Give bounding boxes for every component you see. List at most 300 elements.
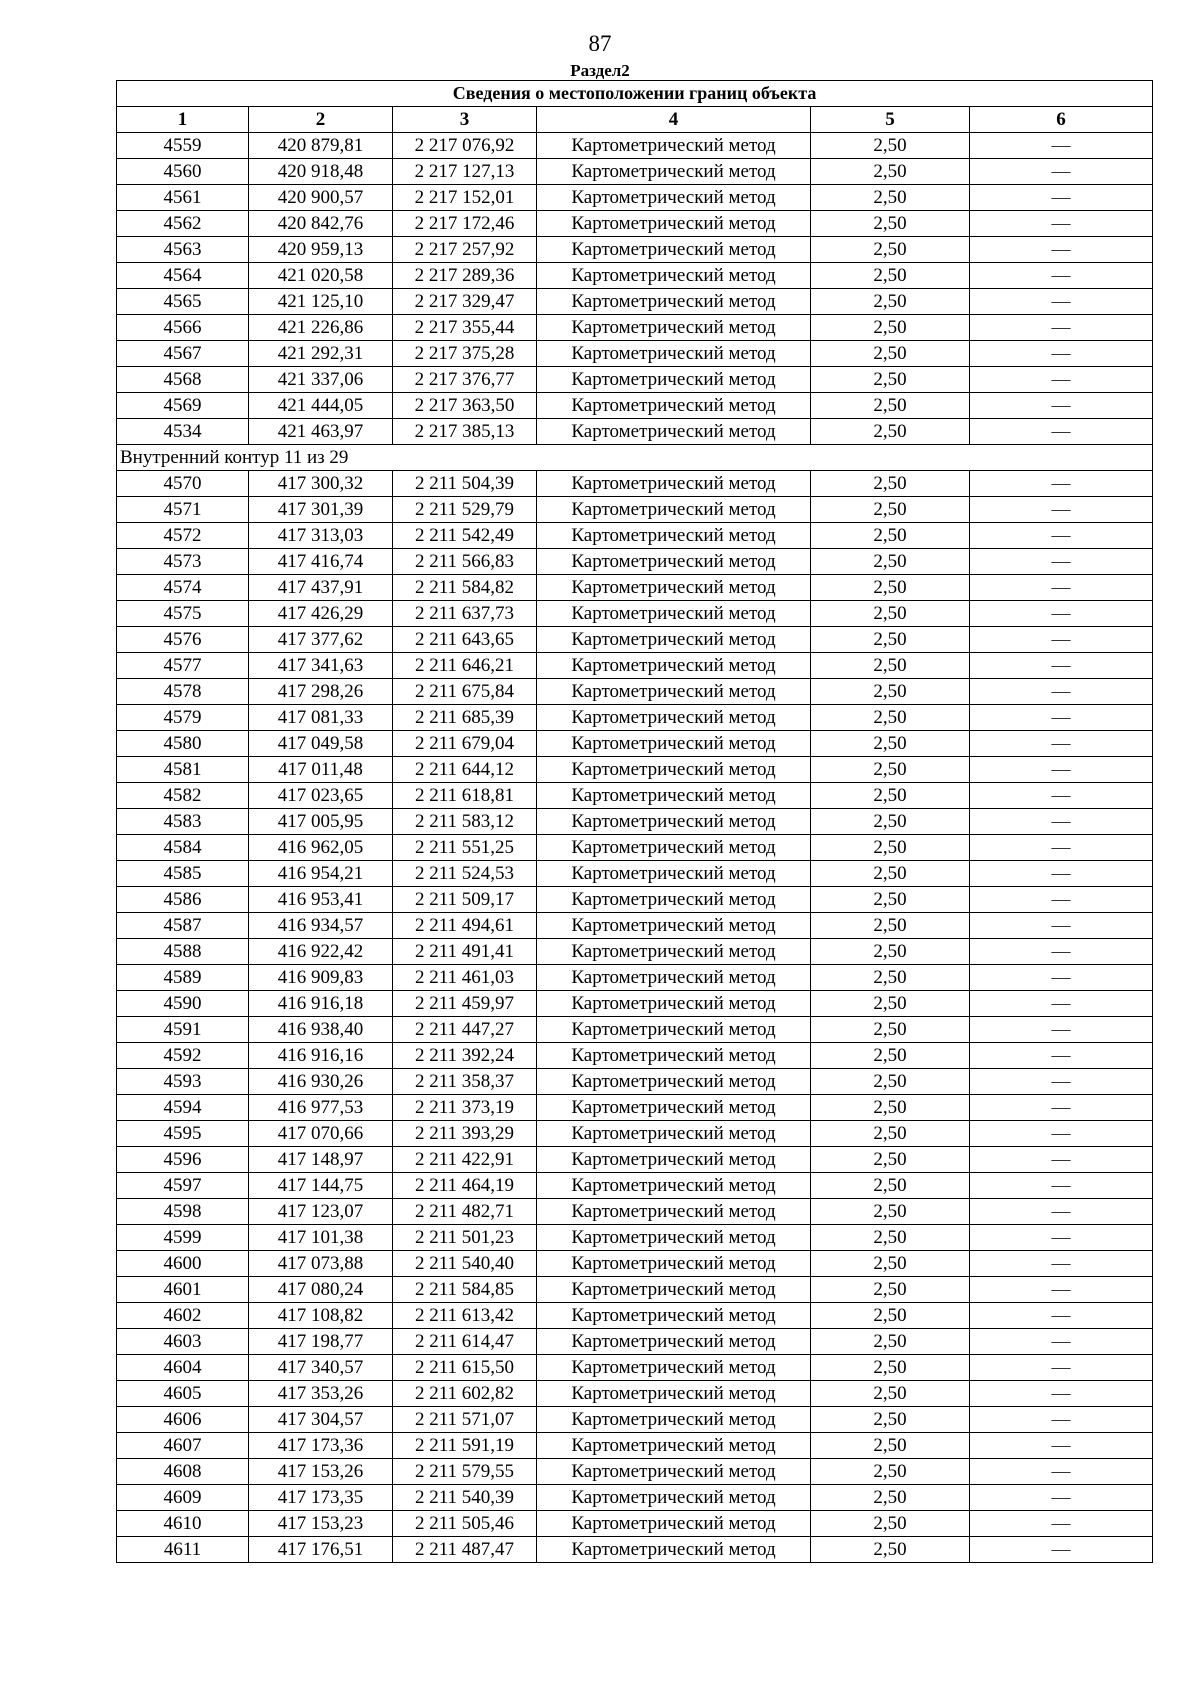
description-cell: — bbox=[970, 783, 1153, 809]
point-number-cell: 4603 bbox=[117, 1329, 249, 1355]
y-coordinate-cell: 2 211 637,73 bbox=[393, 601, 537, 627]
description-cell: — bbox=[970, 939, 1153, 965]
y-coordinate-cell: 2 217 376,77 bbox=[393, 367, 537, 393]
accuracy-cell: 2,50 bbox=[811, 939, 970, 965]
point-number-cell: 4587 bbox=[117, 913, 249, 939]
accuracy-cell: 2,50 bbox=[811, 159, 970, 185]
accuracy-cell: 2,50 bbox=[811, 1407, 970, 1433]
x-coordinate-cell: 417 353,26 bbox=[249, 1381, 393, 1407]
x-coordinate-cell: 417 173,36 bbox=[249, 1433, 393, 1459]
accuracy-cell: 2,50 bbox=[811, 1199, 970, 1225]
x-coordinate-cell: 416 916,16 bbox=[249, 1043, 393, 1069]
table-row bbox=[117, 653, 1153, 679]
column-header-3: 3 bbox=[393, 107, 537, 133]
table-row bbox=[117, 1121, 1153, 1147]
description-cell: — bbox=[970, 1017, 1153, 1043]
description-cell: — bbox=[970, 549, 1153, 575]
table-row bbox=[117, 471, 1153, 497]
table-row bbox=[117, 211, 1153, 237]
accuracy-cell: 2,50 bbox=[811, 1355, 970, 1381]
method-cell: Картометрический метод bbox=[537, 523, 811, 549]
table-row bbox=[117, 1251, 1153, 1277]
x-coordinate-cell: 417 108,82 bbox=[249, 1303, 393, 1329]
x-coordinate-cell: 417 153,26 bbox=[249, 1459, 393, 1485]
accuracy-cell: 2,50 bbox=[811, 783, 970, 809]
description-cell: — bbox=[970, 393, 1153, 419]
method-cell: Картометрический метод bbox=[537, 627, 811, 653]
point-number-cell: 4559 bbox=[117, 133, 249, 159]
x-coordinate-cell: 417 304,57 bbox=[249, 1407, 393, 1433]
table-row bbox=[117, 809, 1153, 835]
y-coordinate-cell: 2 211 613,42 bbox=[393, 1303, 537, 1329]
table-row bbox=[117, 887, 1153, 913]
y-coordinate-cell: 2 211 393,29 bbox=[393, 1121, 537, 1147]
x-coordinate-cell: 417 437,91 bbox=[249, 575, 393, 601]
y-coordinate-cell: 2 217 152,01 bbox=[393, 185, 537, 211]
table-row bbox=[117, 367, 1153, 393]
y-coordinate-cell: 2 217 363,50 bbox=[393, 393, 537, 419]
table-row bbox=[117, 289, 1153, 315]
point-number-cell: 4611 bbox=[117, 1537, 249, 1563]
accuracy-cell: 2,50 bbox=[811, 705, 970, 731]
y-coordinate-cell: 2 211 685,39 bbox=[393, 705, 537, 731]
table-row bbox=[117, 1381, 1153, 1407]
x-coordinate-cell: 417 341,63 bbox=[249, 653, 393, 679]
y-coordinate-cell: 2 211 540,39 bbox=[393, 1485, 537, 1511]
description-cell: — bbox=[970, 601, 1153, 627]
accuracy-cell: 2,50 bbox=[811, 575, 970, 601]
x-coordinate-cell: 417 426,29 bbox=[249, 601, 393, 627]
accuracy-cell: 2,50 bbox=[811, 1225, 970, 1251]
accuracy-cell: 2,50 bbox=[811, 393, 970, 419]
table-row bbox=[117, 835, 1153, 861]
description-cell: — bbox=[970, 471, 1153, 497]
accuracy-cell: 2,50 bbox=[811, 1459, 970, 1485]
method-cell: Картометрический метод bbox=[537, 653, 811, 679]
point-number-cell: 4581 bbox=[117, 757, 249, 783]
accuracy-cell: 2,50 bbox=[811, 679, 970, 705]
x-coordinate-cell: 417 301,39 bbox=[249, 497, 393, 523]
point-number-cell: 4580 bbox=[117, 731, 249, 757]
table-row bbox=[117, 1277, 1153, 1303]
method-cell: Картометрический метод bbox=[537, 1251, 811, 1277]
description-cell: — bbox=[970, 809, 1153, 835]
accuracy-cell: 2,50 bbox=[811, 315, 970, 341]
x-coordinate-cell: 421 292,31 bbox=[249, 341, 393, 367]
description-cell: — bbox=[970, 497, 1153, 523]
description-cell: — bbox=[970, 627, 1153, 653]
point-number-cell: 4609 bbox=[117, 1485, 249, 1511]
description-cell: — bbox=[970, 367, 1153, 393]
description-cell: — bbox=[970, 1329, 1153, 1355]
point-number-cell: 4589 bbox=[117, 965, 249, 991]
accuracy-cell: 2,50 bbox=[811, 731, 970, 757]
x-coordinate-cell: 416 916,18 bbox=[249, 991, 393, 1017]
description-cell: — bbox=[970, 679, 1153, 705]
y-coordinate-cell: 2 211 583,12 bbox=[393, 809, 537, 835]
y-coordinate-cell: 2 211 464,19 bbox=[393, 1173, 537, 1199]
y-coordinate-cell: 2 211 494,61 bbox=[393, 913, 537, 939]
x-coordinate-cell: 417 176,51 bbox=[249, 1537, 393, 1563]
point-number-cell: 4572 bbox=[117, 523, 249, 549]
method-cell: Картометрический метод bbox=[537, 289, 811, 315]
description-cell: — bbox=[970, 575, 1153, 601]
x-coordinate-cell: 420 918,48 bbox=[249, 159, 393, 185]
contour-label: Внутренний контур 11 из 29 bbox=[117, 445, 1153, 471]
accuracy-cell: 2,50 bbox=[811, 1017, 970, 1043]
column-header-2: 2 bbox=[249, 107, 393, 133]
method-cell: Картометрический метод bbox=[537, 861, 811, 887]
accuracy-cell: 2,50 bbox=[811, 1303, 970, 1329]
table-row bbox=[117, 1199, 1153, 1225]
method-cell: Картометрический метод bbox=[537, 731, 811, 757]
y-coordinate-cell: 2 211 675,84 bbox=[393, 679, 537, 705]
accuracy-cell: 2,50 bbox=[811, 549, 970, 575]
y-coordinate-cell: 2 211 646,21 bbox=[393, 653, 537, 679]
method-cell: Картометрический метод bbox=[537, 471, 811, 497]
description-cell: — bbox=[970, 1485, 1153, 1511]
y-coordinate-cell: 2 211 643,65 bbox=[393, 627, 537, 653]
method-cell: Картометрический метод bbox=[537, 211, 811, 237]
table-row bbox=[117, 1407, 1153, 1433]
table-row bbox=[117, 965, 1153, 991]
point-number-cell: 4585 bbox=[117, 861, 249, 887]
x-coordinate-cell: 417 011,48 bbox=[249, 757, 393, 783]
description-cell: — bbox=[970, 341, 1153, 367]
accuracy-cell: 2,50 bbox=[811, 1277, 970, 1303]
x-coordinate-cell: 421 125,10 bbox=[249, 289, 393, 315]
accuracy-cell: 2,50 bbox=[811, 471, 970, 497]
accuracy-cell: 2,50 bbox=[811, 263, 970, 289]
point-number-cell: 4586 bbox=[117, 887, 249, 913]
accuracy-cell: 2,50 bbox=[811, 1381, 970, 1407]
y-coordinate-cell: 2 217 172,46 bbox=[393, 211, 537, 237]
method-cell: Картометрический метод bbox=[537, 1329, 811, 1355]
accuracy-cell: 2,50 bbox=[811, 185, 970, 211]
point-number-cell: 4610 bbox=[117, 1511, 249, 1537]
point-number-cell: 4582 bbox=[117, 783, 249, 809]
point-number-cell: 4594 bbox=[117, 1095, 249, 1121]
method-cell: Картометрический метод bbox=[537, 1355, 811, 1381]
y-coordinate-cell: 2 211 644,12 bbox=[393, 757, 537, 783]
method-cell: Картометрический метод bbox=[537, 887, 811, 913]
y-coordinate-cell: 2 211 482,71 bbox=[393, 1199, 537, 1225]
table-row bbox=[117, 1433, 1153, 1459]
x-coordinate-cell: 417 340,57 bbox=[249, 1355, 393, 1381]
table-row bbox=[117, 1095, 1153, 1121]
point-number-cell: 4595 bbox=[117, 1121, 249, 1147]
point-number-cell: 4592 bbox=[117, 1043, 249, 1069]
point-number-cell: 4596 bbox=[117, 1147, 249, 1173]
x-coordinate-cell: 417 313,03 bbox=[249, 523, 393, 549]
accuracy-cell: 2,50 bbox=[811, 341, 970, 367]
y-coordinate-cell: 2 211 591,19 bbox=[393, 1433, 537, 1459]
table-row bbox=[117, 159, 1153, 185]
method-cell: Картометрический метод bbox=[537, 315, 811, 341]
table-row bbox=[117, 523, 1153, 549]
point-number-cell: 4579 bbox=[117, 705, 249, 731]
y-coordinate-cell: 2 211 509,17 bbox=[393, 887, 537, 913]
accuracy-cell: 2,50 bbox=[811, 523, 970, 549]
point-number-cell: 4574 bbox=[117, 575, 249, 601]
y-coordinate-cell: 2 211 566,83 bbox=[393, 549, 537, 575]
method-cell: Картометрический метод bbox=[537, 809, 811, 835]
x-coordinate-cell: 416 977,53 bbox=[249, 1095, 393, 1121]
boundary-coordinates-table bbox=[116, 80, 1153, 1563]
point-number-cell: 4560 bbox=[117, 159, 249, 185]
point-number-cell: 4563 bbox=[117, 237, 249, 263]
x-coordinate-cell: 421 444,05 bbox=[249, 393, 393, 419]
y-coordinate-cell: 2 211 392,24 bbox=[393, 1043, 537, 1069]
x-coordinate-cell: 417 198,77 bbox=[249, 1329, 393, 1355]
x-coordinate-cell: 417 123,07 bbox=[249, 1199, 393, 1225]
point-number-cell: 4584 bbox=[117, 835, 249, 861]
x-coordinate-cell: 417 023,65 bbox=[249, 783, 393, 809]
x-coordinate-cell: 421 226,86 bbox=[249, 315, 393, 341]
accuracy-cell: 2,50 bbox=[811, 133, 970, 159]
description-cell: — bbox=[970, 1537, 1153, 1563]
table-row bbox=[117, 497, 1153, 523]
description-cell: — bbox=[970, 1069, 1153, 1095]
point-number-cell: 4588 bbox=[117, 939, 249, 965]
accuracy-cell: 2,50 bbox=[811, 965, 970, 991]
x-coordinate-cell: 416 934,57 bbox=[249, 913, 393, 939]
table-row bbox=[117, 1303, 1153, 1329]
y-coordinate-cell: 2 211 524,53 bbox=[393, 861, 537, 887]
y-coordinate-cell: 2 211 542,49 bbox=[393, 523, 537, 549]
description-cell: — bbox=[970, 1277, 1153, 1303]
y-coordinate-cell: 2 217 076,92 bbox=[393, 133, 537, 159]
method-cell: Картометрический метод bbox=[537, 185, 811, 211]
y-coordinate-cell: 2 211 447,27 bbox=[393, 1017, 537, 1043]
y-coordinate-cell: 2 211 487,47 bbox=[393, 1537, 537, 1563]
y-coordinate-cell: 2 217 257,92 bbox=[393, 237, 537, 263]
table-row bbox=[117, 913, 1153, 939]
method-cell: Картометрический метод bbox=[537, 263, 811, 289]
point-number-cell: 4568 bbox=[117, 367, 249, 393]
column-header-5: 5 bbox=[811, 107, 970, 133]
description-cell: — bbox=[970, 1381, 1153, 1407]
table-row bbox=[117, 679, 1153, 705]
point-number-cell: 4561 bbox=[117, 185, 249, 211]
accuracy-cell: 2,50 bbox=[811, 653, 970, 679]
accuracy-cell: 2,50 bbox=[811, 419, 970, 445]
method-cell: Картометрический метод bbox=[537, 1043, 811, 1069]
description-cell: — bbox=[970, 237, 1153, 263]
point-number-cell: 4573 bbox=[117, 549, 249, 575]
method-cell: Картометрический метод bbox=[537, 679, 811, 705]
x-coordinate-cell: 416 953,41 bbox=[249, 887, 393, 913]
accuracy-cell: 2,50 bbox=[811, 887, 970, 913]
point-number-cell: 4564 bbox=[117, 263, 249, 289]
method-cell: Картометрический метод bbox=[537, 237, 811, 263]
description-cell: — bbox=[970, 1433, 1153, 1459]
y-coordinate-cell: 2 211 579,55 bbox=[393, 1459, 537, 1485]
description-cell: — bbox=[970, 1459, 1153, 1485]
point-number-cell: 4590 bbox=[117, 991, 249, 1017]
method-cell: Картометрический метод bbox=[537, 1199, 811, 1225]
point-number-cell: 4534 bbox=[117, 419, 249, 445]
accuracy-cell: 2,50 bbox=[811, 237, 970, 263]
x-coordinate-cell: 421 463,97 bbox=[249, 419, 393, 445]
table-row bbox=[117, 1173, 1153, 1199]
accuracy-cell: 2,50 bbox=[811, 757, 970, 783]
method-cell: Картометрический метод bbox=[537, 991, 811, 1017]
description-cell: — bbox=[970, 1199, 1153, 1225]
y-coordinate-cell: 2 211 505,46 bbox=[393, 1511, 537, 1537]
table-title: Сведения о местоположении границ объекта bbox=[117, 81, 1153, 107]
method-cell: Картометрический метод bbox=[537, 1303, 811, 1329]
table-row bbox=[117, 263, 1153, 289]
accuracy-cell: 2,50 bbox=[811, 1485, 970, 1511]
accuracy-cell: 2,50 bbox=[811, 289, 970, 315]
method-cell: Картометрический метод bbox=[537, 159, 811, 185]
y-coordinate-cell: 2 211 504,39 bbox=[393, 471, 537, 497]
x-coordinate-cell: 417 153,23 bbox=[249, 1511, 393, 1537]
method-cell: Картометрический метод bbox=[537, 419, 811, 445]
table-row bbox=[117, 783, 1153, 809]
method-cell: Картометрический метод bbox=[537, 393, 811, 419]
column-header-row bbox=[117, 107, 1153, 133]
table-row bbox=[117, 1043, 1153, 1069]
table-row bbox=[117, 757, 1153, 783]
y-coordinate-cell: 2 211 540,40 bbox=[393, 1251, 537, 1277]
description-cell: — bbox=[970, 185, 1153, 211]
x-coordinate-cell: 417 101,38 bbox=[249, 1225, 393, 1251]
description-cell: — bbox=[970, 315, 1153, 341]
description-cell: — bbox=[970, 263, 1153, 289]
method-cell: Картометрический метод bbox=[537, 1277, 811, 1303]
x-coordinate-cell: 417 049,58 bbox=[249, 731, 393, 757]
description-cell: — bbox=[970, 1355, 1153, 1381]
table-row bbox=[117, 185, 1153, 211]
y-coordinate-cell: 2 217 329,47 bbox=[393, 289, 537, 315]
method-cell: Картометрический метод bbox=[537, 1173, 811, 1199]
table-row bbox=[117, 1069, 1153, 1095]
page-number: 87 bbox=[588, 31, 612, 56]
description-cell: — bbox=[970, 289, 1153, 315]
method-cell: Картометрический метод bbox=[537, 1095, 811, 1121]
description-cell: — bbox=[970, 835, 1153, 861]
section-title: Раздел2 bbox=[570, 61, 630, 80]
method-cell: Картометрический метод bbox=[537, 835, 811, 861]
y-coordinate-cell: 2 211 529,79 bbox=[393, 497, 537, 523]
point-number-cell: 4569 bbox=[117, 393, 249, 419]
y-coordinate-cell: 2 211 461,03 bbox=[393, 965, 537, 991]
table-row bbox=[117, 939, 1153, 965]
y-coordinate-cell: 2 217 385,13 bbox=[393, 419, 537, 445]
point-number-cell: 4562 bbox=[117, 211, 249, 237]
description-cell: — bbox=[970, 913, 1153, 939]
x-coordinate-cell: 420 900,57 bbox=[249, 185, 393, 211]
accuracy-cell: 2,50 bbox=[811, 627, 970, 653]
point-number-cell: 4602 bbox=[117, 1303, 249, 1329]
column-header-4: 4 bbox=[537, 107, 811, 133]
point-number-cell: 4566 bbox=[117, 315, 249, 341]
method-cell: Картометрический метод bbox=[537, 549, 811, 575]
x-coordinate-cell: 417 073,88 bbox=[249, 1251, 393, 1277]
description-cell: — bbox=[970, 1407, 1153, 1433]
point-number-cell: 4578 bbox=[117, 679, 249, 705]
method-cell: Картометрический метод bbox=[537, 1511, 811, 1537]
y-coordinate-cell: 2 211 459,97 bbox=[393, 991, 537, 1017]
accuracy-cell: 2,50 bbox=[811, 835, 970, 861]
y-coordinate-cell: 2 211 422,91 bbox=[393, 1147, 537, 1173]
x-coordinate-cell: 420 959,13 bbox=[249, 237, 393, 263]
accuracy-cell: 2,50 bbox=[811, 1173, 970, 1199]
table-row bbox=[117, 731, 1153, 757]
description-cell: — bbox=[970, 1147, 1153, 1173]
table-body bbox=[117, 133, 1153, 1563]
accuracy-cell: 2,50 bbox=[811, 497, 970, 523]
description-cell: — bbox=[970, 523, 1153, 549]
table-row bbox=[117, 133, 1153, 159]
method-cell: Картометрический метод bbox=[537, 913, 811, 939]
accuracy-cell: 2,50 bbox=[811, 1147, 970, 1173]
column-header-1: 1 bbox=[117, 107, 249, 133]
accuracy-cell: 2,50 bbox=[811, 1537, 970, 1563]
point-number-cell: 4604 bbox=[117, 1355, 249, 1381]
x-coordinate-cell: 417 416,74 bbox=[249, 549, 393, 575]
accuracy-cell: 2,50 bbox=[811, 1511, 970, 1537]
description-cell: — bbox=[970, 1121, 1153, 1147]
y-coordinate-cell: 2 211 614,47 bbox=[393, 1329, 537, 1355]
accuracy-cell: 2,50 bbox=[811, 861, 970, 887]
point-number-cell: 4570 bbox=[117, 471, 249, 497]
y-coordinate-cell: 2 211 584,82 bbox=[393, 575, 537, 601]
y-coordinate-cell: 2 211 602,82 bbox=[393, 1381, 537, 1407]
description-cell: — bbox=[970, 419, 1153, 445]
description-cell: — bbox=[970, 731, 1153, 757]
x-coordinate-cell: 416 909,83 bbox=[249, 965, 393, 991]
y-coordinate-cell: 2 217 355,44 bbox=[393, 315, 537, 341]
accuracy-cell: 2,50 bbox=[811, 1329, 970, 1355]
x-coordinate-cell: 416 922,42 bbox=[249, 939, 393, 965]
description-cell: — bbox=[970, 991, 1153, 1017]
table-row bbox=[117, 861, 1153, 887]
x-coordinate-cell: 416 954,21 bbox=[249, 861, 393, 887]
accuracy-cell: 2,50 bbox=[811, 1121, 970, 1147]
table-row bbox=[117, 1329, 1153, 1355]
description-cell: — bbox=[970, 757, 1153, 783]
y-coordinate-cell: 2 211 551,25 bbox=[393, 835, 537, 861]
table-row bbox=[117, 705, 1153, 731]
description-cell: — bbox=[970, 653, 1153, 679]
x-coordinate-cell: 420 842,76 bbox=[249, 211, 393, 237]
table-row bbox=[117, 1511, 1153, 1537]
table-row bbox=[117, 1537, 1153, 1563]
method-cell: Картометрический метод bbox=[537, 341, 811, 367]
x-coordinate-cell: 417 005,95 bbox=[249, 809, 393, 835]
method-cell: Картометрический метод bbox=[537, 1121, 811, 1147]
method-cell: Картометрический метод bbox=[537, 1147, 811, 1173]
description-cell: — bbox=[970, 1251, 1153, 1277]
y-coordinate-cell: 2 211 679,04 bbox=[393, 731, 537, 757]
x-coordinate-cell: 417 144,75 bbox=[249, 1173, 393, 1199]
description-cell: — bbox=[970, 1043, 1153, 1069]
y-coordinate-cell: 2 211 501,23 bbox=[393, 1225, 537, 1251]
y-coordinate-cell: 2 211 618,81 bbox=[393, 783, 537, 809]
description-cell: — bbox=[970, 159, 1153, 185]
y-coordinate-cell: 2 211 358,37 bbox=[393, 1069, 537, 1095]
table-row bbox=[117, 341, 1153, 367]
method-cell: Картометрический метод bbox=[537, 939, 811, 965]
x-coordinate-cell: 417 298,26 bbox=[249, 679, 393, 705]
x-coordinate-cell: 417 080,24 bbox=[249, 1277, 393, 1303]
x-coordinate-cell: 416 962,05 bbox=[249, 835, 393, 861]
method-cell: Картометрический метод bbox=[537, 965, 811, 991]
method-cell: Картометрический метод bbox=[537, 1537, 811, 1563]
